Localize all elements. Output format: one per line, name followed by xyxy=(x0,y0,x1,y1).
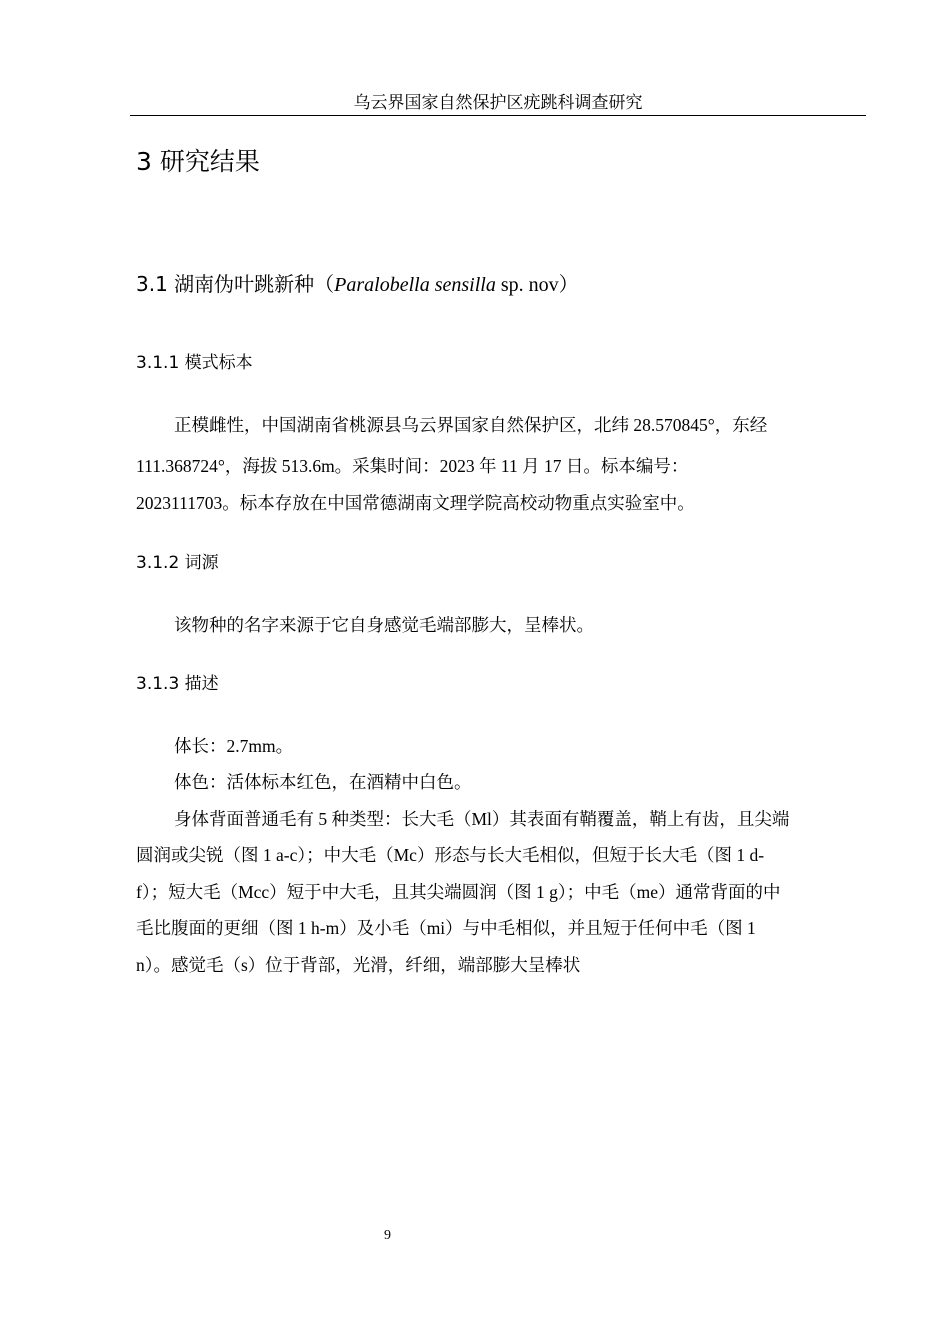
chaetae-line: 身体背面普通毛有 5 种类型：长大毛（Ml）其表面有鞘覆盖，鞘上有齿，且尖端 xyxy=(174,809,790,829)
running-header: 乌云界国家自然保护区疣跳科调查研究 xyxy=(353,93,643,112)
section-title xyxy=(136,270,579,299)
type-specimen-line: 正模雌性，中国湖南省桃源县乌云界国家自然保护区，北纬 28.570845°，东经 xyxy=(174,415,768,435)
chaetae-line: 圆润或尖锐（图 1 a-c）；中大毛（Mc）形态与长大毛相似，但短于长大毛（图 1 d- xyxy=(136,845,765,865)
page-number: 9 xyxy=(384,1228,391,1243)
etymology-text: 该物种的名字来源于它自身感觉毛端部膨大，呈棒状。 xyxy=(174,615,594,635)
type-specimen-line: 111.368724°，海拔 513.6m。采集时间：2023 年 11 月 17 日。标本编号： xyxy=(136,456,689,476)
subsection-heading-etymology: 3.1.2 词源 xyxy=(136,553,219,573)
chapter-title: 3 研究结果 xyxy=(136,147,260,176)
section-title-suffix: sp. nov） xyxy=(495,274,579,296)
header-rule xyxy=(130,115,866,116)
type-specimen-line: 2023111703。标本存放在中国常德湖南文理学院高校动物重点实验室中。 xyxy=(136,493,695,513)
body-color: 体色：活体标本红色，在酒精中白色。 xyxy=(174,772,472,792)
chaetae-line: 毛比腹面的更细（图 1 h-m）及小毛（mi）与中毛相似，并且短于任何中毛（图 1 xyxy=(136,918,756,938)
subsection-heading-description: 3.1.3 描述 xyxy=(136,674,219,694)
chaetae-line: f）；短大毛（Mcc）短于中大毛，且其尖端圆润（图 1 g）；中毛（me）通常背面的中 xyxy=(136,882,781,902)
body-length: 体长：2.7mm。 xyxy=(174,736,294,756)
chaetae-line: n）。感觉毛（s）位于背部，光滑，纤细，端部膨大呈棒状 xyxy=(136,955,581,975)
subsection-heading-type-specimen: 3.1.1 模式标本 xyxy=(136,353,253,373)
species-name: Paralobella sensilla xyxy=(334,274,496,296)
section-title-prefix: 3.1 湖南伪叶跳新种（ xyxy=(136,272,335,296)
